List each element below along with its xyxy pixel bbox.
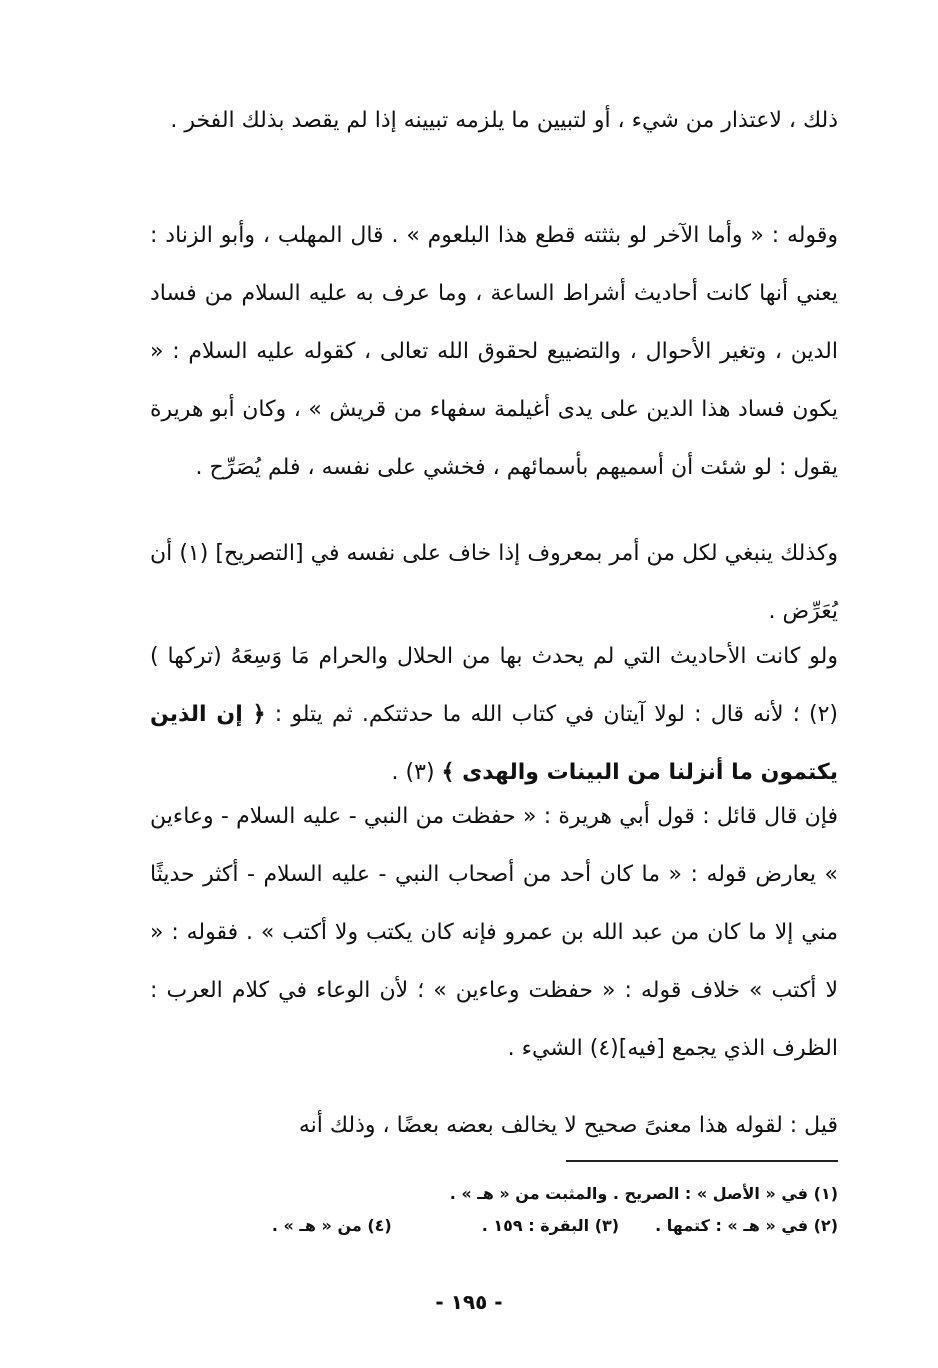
footnote-2: (٢) في « هـ » : كتمها . xyxy=(655,1216,838,1235)
paragraph-4-text: ولو كانت الأحاديث التي لم يحدث بها من الحلال والحرام مَا وَسِعَهُ (تركها ) (٢) ؛ لأنه قال : لولا آيتان في كتاب الله ما حدثتكم. ثم يتلو : xyxy=(150,644,838,727)
footnote-line-2 xyxy=(150,1210,838,1242)
footnote-line-1: (١) في « الأصل » : الصريح . والمثبت من « هـ » . xyxy=(449,1184,838,1203)
paragraph-5: فإن قال قائل : قول أبي هريرة : « حفظت من النبي - عليه السلام - وعاءين » يعارض قوله : « ما كان أحد من أصحاب النبي - عليه السلام - أكثر حديثًا مني إلا ما كان من عبد الله بن عمرو فإنه كان يكتب ولا أكتب » . فقوله : « لا أكتب » خلاف قوله : « حفظت وعاءين » ؛ لأن الوعاء في كلام العرب : الظرف الذي يجمع [فيه](٤) الشيء . xyxy=(150,804,838,1061)
footnote-3: (٣) البقرة : ١٥٩ . xyxy=(481,1216,620,1235)
page-number: - ١٩٥ - xyxy=(435,1290,503,1314)
quran-verse: ﴿ إن الذين يكتمون ما أنزلنا من البينات والهدى ﴾ xyxy=(150,702,838,785)
paragraph-1: ذلك ، لاعتذار من شيء ، أو لتبيين ما يلزمه تبيينه إذا لم يقصد بذلك الفخر . xyxy=(170,108,838,133)
paragraph-4-footnote-ref: (٣) . xyxy=(391,760,442,785)
paragraph-6: قيل : لقوله هذا معنىً صحيح لا يخالف بعضه بعضًا ، وذلك أنه xyxy=(298,1113,838,1138)
paragraph-2: وقوله : « وأما الآخر لو بثثته قطع هذا البلعوم » . قال المهلب ، وأبو الزناد : يعني أنها كانت أحاديث أشراط الساعة ، وما عرف به عليه السلام من فساد الدين ، وتغير الأحوال ، والتضييع لحقوق الله تعالى ، كقوله عليه السلام : « يكون فساد هذا الدين على يدى أغيلمة سفهاء من قريش » ، وكان أبو هريرة يقول : لو شئت أن أسميهم بأسمائهم ، فخشي على نفسه ، فلم يُصَرِّح . xyxy=(150,223,838,480)
paragraph-4 xyxy=(150,628,838,802)
footnote-separator xyxy=(566,1160,838,1162)
footnote-4: (٤) من « هـ » . xyxy=(271,1216,392,1235)
paragraph-3: وكذلك ينبغي لكل من أمر بمعروف إذا خاف على نفسه في [التصريح] (١) أن يُعَرِّض . xyxy=(150,541,838,624)
